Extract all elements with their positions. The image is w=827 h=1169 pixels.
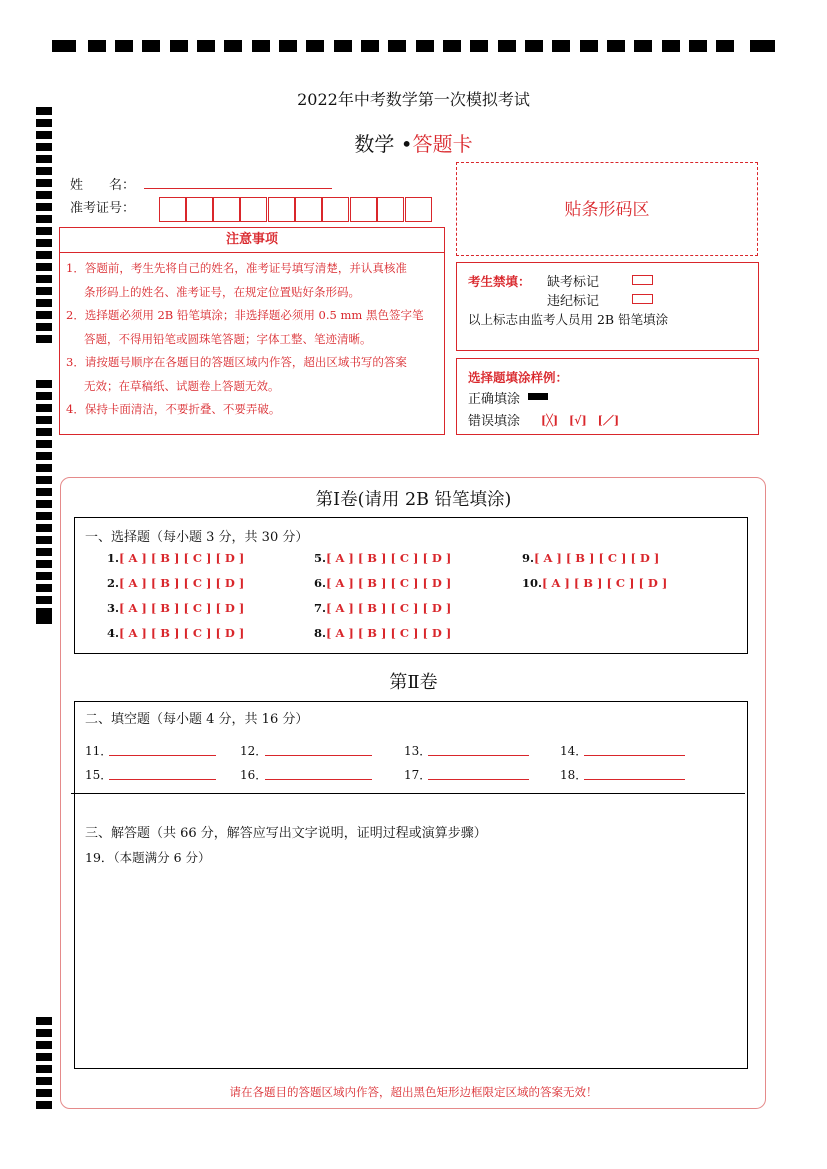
timing-mark: [252, 40, 270, 52]
mc-options[interactable]: [ A ] [ B ] [ C ] [ D ]: [326, 551, 452, 565]
timing-mark: [36, 560, 52, 568]
fill-label-16: 16．: [240, 768, 268, 782]
mc-question-7[interactable]: 7.[ A ] [ B ] [ C ] [ D ]: [314, 601, 452, 615]
timing-mark: [36, 179, 52, 187]
id-label: 准考证号：: [70, 201, 136, 216]
notice-title: 注意事项: [60, 228, 444, 253]
timing-mark: [525, 40, 543, 52]
section-divider: [71, 793, 745, 794]
fill-answer-18[interactable]: [584, 779, 685, 780]
notice-item: 2．选择题必须用 2B 铅笔填涂；非选择题必须用 0.5 mm 黑色签字笔: [66, 308, 424, 322]
forbidden-note: 以上标志由监考人员用 2B 铅笔填涂: [468, 312, 669, 327]
fill-section-title: 二、填空题（每小题 4 分，共 16 分）: [85, 712, 309, 727]
part1-title: 第Ⅰ卷(请用 2B 铅笔填涂): [315, 490, 512, 510]
forbidden-title: 考生禁填：: [468, 274, 531, 289]
fill-answer-15[interactable]: [109, 779, 216, 780]
notice-item: 4．保持卡面清洁，不要折叠、不要弄破。: [66, 402, 281, 416]
timing-mark: [552, 40, 570, 52]
timing-mark: [36, 476, 52, 484]
id-digit-box[interactable]: [240, 197, 267, 222]
name-field[interactable]: [144, 188, 332, 189]
timing-mark: [716, 40, 734, 52]
mc-question-5[interactable]: 5.[ A ] [ B ] [ C ] [ D ]: [314, 551, 452, 565]
id-digit-box[interactable]: [377, 197, 404, 222]
timing-mark: [36, 287, 52, 295]
timing-mark: [36, 596, 52, 604]
timing-mark: [580, 40, 598, 52]
mc-options[interactable]: [ A ] [ B ] [ C ] [ D ]: [534, 551, 660, 565]
mc-options[interactable]: [ A ] [ B ] [ C ] [ D ]: [119, 576, 245, 590]
mc-options[interactable]: [ A ] [ B ] [ C ] [ D ]: [326, 601, 452, 615]
mc-options[interactable]: [ A ] [ B ] [ C ] [ D ]: [542, 576, 668, 590]
name-label: 姓 名：: [70, 178, 136, 193]
timing-mark: [36, 323, 52, 331]
timing-mark: [36, 548, 52, 556]
timing-mark: [416, 40, 434, 52]
fill-label-13: 13．: [404, 744, 432, 758]
id-digit-box[interactable]: [186, 197, 213, 222]
timing-mark: [36, 512, 52, 520]
timing-mark: [279, 40, 297, 52]
timing-mark: [52, 40, 76, 52]
timing-mark: [36, 311, 52, 319]
timing-mark: [36, 251, 52, 259]
fill-answer-16[interactable]: [265, 779, 372, 780]
mc-options[interactable]: [ A ] [ B ] [ C ] [ D ]: [326, 626, 452, 640]
id-digit-box[interactable]: [159, 197, 186, 222]
mc-section-title: 一、选择题（每小题 3 分，共 30 分）: [85, 530, 309, 545]
timing-mark: [607, 40, 625, 52]
fill-example-box: [456, 358, 759, 435]
fill-label-14: 14．: [560, 744, 588, 758]
timing-mark: [388, 40, 406, 52]
timing-mark: [36, 572, 52, 580]
timing-mark: [224, 40, 242, 52]
fill-answer-17[interactable]: [428, 779, 529, 780]
exam-title: 2022年中考数学第一次模拟考试: [297, 90, 530, 109]
id-digit-box[interactable]: [405, 197, 432, 222]
card-title-subject: 数学 •: [354, 132, 413, 156]
fill-label-15: 15．: [85, 768, 113, 782]
timing-mark: [36, 416, 52, 424]
timing-mark: [36, 1053, 52, 1061]
timing-mark: [88, 40, 106, 52]
id-digit-box[interactable]: [295, 197, 322, 222]
mc-options[interactable]: [ A ] [ B ] [ C ] [ D ]: [119, 626, 245, 640]
timing-mark: [36, 536, 52, 544]
timing-mark: [306, 40, 324, 52]
solve-section-title: 三、解答题（共 66 分，解答应写出文字说明，证明过程或演算步骤）: [85, 826, 487, 841]
absent-mark-box[interactable]: [632, 275, 653, 285]
timing-mark: [36, 1029, 52, 1037]
notice-item: 3．请按题号顺序在各题目的答题区域内作答，超出区域书写的答案: [66, 355, 407, 369]
card-title: [0, 128, 827, 157]
notice-item: 答题，不得用铅笔或圆珠笔答题；字体工整、笔迹清晰。: [84, 331, 372, 346]
question-19-label: 19．（本题满分 6 分）: [85, 850, 211, 865]
fill-answer-14[interactable]: [584, 755, 685, 756]
timing-mark: [36, 584, 52, 592]
timing-mark: [36, 1041, 52, 1049]
timing-mark: [36, 335, 52, 343]
notice-list: [60, 253, 444, 422]
mc-question-2[interactable]: 2.[ A ] [ B ] [ C ] [ D ]: [107, 576, 245, 590]
barcode-area: [456, 162, 758, 256]
fill-answer-11[interactable]: [109, 755, 216, 756]
question-19-answer-area[interactable]: [85, 872, 735, 1057]
timing-mark: [36, 299, 52, 307]
fill-label-17: 17．: [404, 768, 432, 782]
timing-mark: [170, 40, 188, 52]
fill-answer-13[interactable]: [428, 755, 529, 756]
mc-question-4[interactable]: 4.[ A ] [ B ] [ C ] [ D ]: [107, 626, 245, 640]
example-title: 选择题填涂样例：: [468, 370, 569, 385]
part2-title: 第Ⅱ卷: [389, 672, 438, 693]
violation-mark-box[interactable]: [632, 294, 653, 304]
fill-label-18: 18．: [560, 768, 588, 782]
timing-mark: [115, 40, 133, 52]
timing-mark: [36, 215, 52, 223]
timing-mark: [36, 1065, 52, 1073]
timing-mark: [36, 203, 52, 211]
notice-box: [59, 227, 445, 435]
timing-mark: [36, 191, 52, 199]
absent-label: 缺考标记: [547, 275, 600, 290]
timing-mark: [36, 464, 52, 472]
timing-mark: [36, 1101, 52, 1109]
timing-mark: [36, 1017, 52, 1025]
timing-mark: [334, 40, 352, 52]
fill-label-11: 11．: [85, 744, 113, 758]
mc-options[interactable]: [ A ] [ B ] [ C ] [ D ]: [119, 601, 245, 615]
timing-mark: [36, 380, 52, 388]
timing-mark: [689, 40, 707, 52]
id-digit-box[interactable]: [322, 197, 349, 222]
timing-mark: [634, 40, 652, 52]
timing-mark: [662, 40, 680, 52]
wrong-label: 错误填涂: [468, 414, 521, 429]
timing-mark: [36, 524, 52, 532]
timing-mark: [197, 40, 215, 52]
timing-mark: [36, 263, 52, 271]
timing-mark: [36, 608, 52, 616]
notice-item: 无效；在草稿纸、试题卷上答题无效。: [84, 378, 280, 393]
fill-label-12: 12．: [240, 744, 268, 758]
footer-warning: 请在各题目的答题区域内作答，超出黑色矩形边框限定区域的答案无效！: [229, 1085, 598, 1099]
mc-question-1[interactable]: 1.[ A ] [ B ] [ C ] [ D ]: [107, 551, 245, 565]
timing-mark: [36, 440, 52, 448]
timing-mark: [36, 275, 52, 283]
timing-mark: [142, 40, 160, 52]
timing-mark: [36, 239, 52, 247]
filled-bubble-sample: [528, 393, 548, 400]
correct-label: 正确填涂: [468, 392, 521, 407]
violation-label: 违纪标记: [547, 294, 600, 309]
fill-answer-12[interactable]: [265, 755, 372, 756]
wrong-marks-sample: [╳] [√] [／]: [541, 414, 620, 427]
mc-question-8[interactable]: 8.[ A ] [ B ] [ C ] [ D ]: [314, 626, 452, 640]
timing-mark: [36, 452, 52, 460]
mc-question-6[interactable]: 6.[ A ] [ B ] [ C ] [ D ]: [314, 576, 452, 590]
forbidden-box: [456, 262, 759, 351]
timing-mark: [498, 40, 516, 52]
mc-question-3[interactable]: 3.[ A ] [ B ] [ C ] [ D ]: [107, 601, 245, 615]
id-digit-box[interactable]: [268, 197, 295, 222]
timing-mark: [361, 40, 379, 52]
timing-mark: [36, 428, 52, 436]
mc-question-10[interactable]: 10.[ A ] [ B ] [ C ] [ D ]: [522, 576, 668, 590]
notice-item: 条形码上的姓名、准考证号，在规定位置贴好条形码。: [84, 284, 360, 299]
mc-question-9[interactable]: 9.[ A ] [ B ] [ C ] [ D ]: [522, 551, 660, 565]
notice-item: 1．答题前，考生先将自己的姓名，准考证号填写清楚，并认真核准: [66, 261, 407, 275]
barcode-label: 贴条形码区: [564, 200, 650, 220]
timing-mark: [36, 392, 52, 400]
mc-options[interactable]: [ A ] [ B ] [ C ] [ D ]: [119, 551, 245, 565]
card-title-label: 答题卡: [412, 132, 473, 156]
timing-mark: [36, 616, 52, 624]
id-digit-box[interactable]: [350, 197, 377, 222]
id-digit-box[interactable]: [213, 197, 240, 222]
timing-mark: [750, 40, 775, 52]
mc-options[interactable]: [ A ] [ B ] [ C ] [ D ]: [326, 576, 452, 590]
timing-mark: [36, 119, 52, 127]
timing-mark: [36, 227, 52, 235]
timing-mark: [470, 40, 488, 52]
timing-mark: [443, 40, 461, 52]
timing-mark: [36, 404, 52, 412]
timing-mark: [36, 167, 52, 175]
